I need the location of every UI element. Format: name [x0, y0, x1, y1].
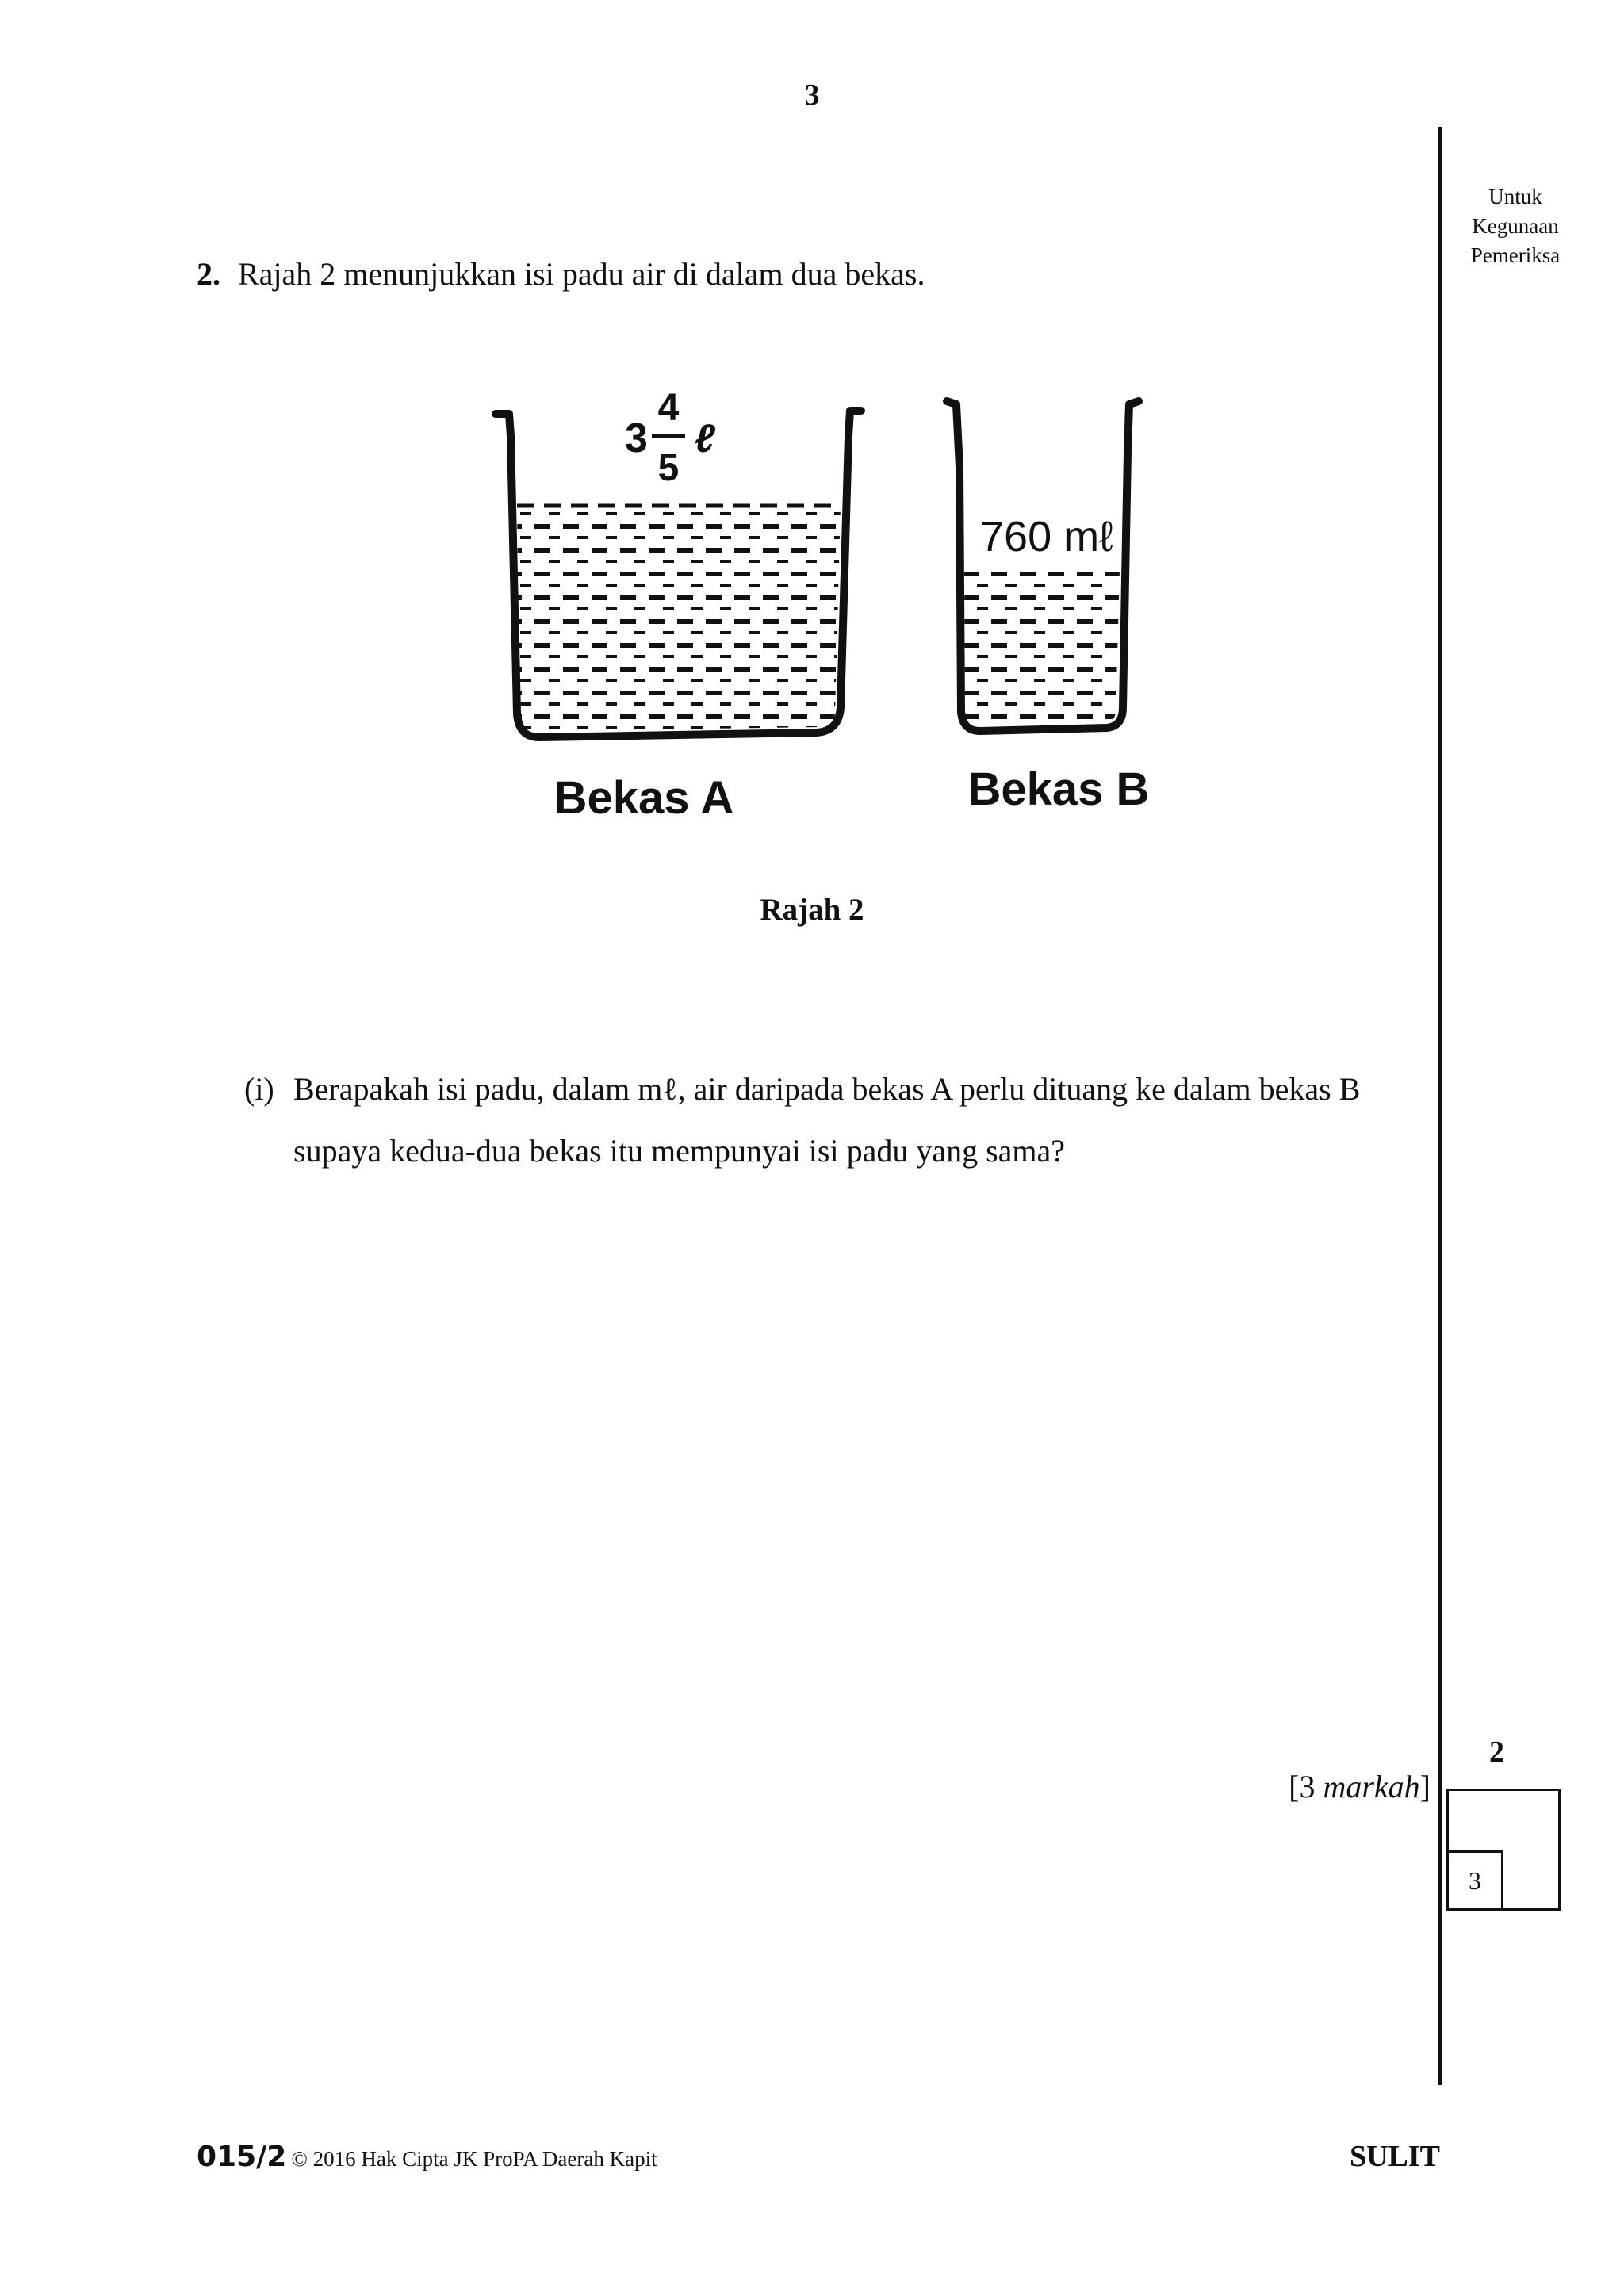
diagram-caption: Rajah 2 [760, 893, 864, 927]
score-box-max-marks: 3 [1446, 1850, 1503, 1911]
score-box-question-number: 2 [1489, 1735, 1504, 1769]
classification-label: SULIT [1349, 2140, 1440, 2173]
container-a-whole: 3 [625, 415, 648, 461]
examiner-label-line-1: Untuk [1488, 185, 1542, 209]
paper-code: 015/2 [197, 2141, 287, 2173]
examiner-label-line-3: Pemeriksa [1470, 243, 1561, 267]
container-a-denominator: 5 [657, 447, 680, 489]
page-number: 3 [804, 78, 820, 112]
container-a-numerator: 4 [657, 387, 680, 429]
copyright-notice: © 2016 Hak Cipta JK ProPA Daerah Kapit [291, 2147, 657, 2171]
examiner-label-line-2: Kegunaan [1472, 214, 1559, 238]
question-stem [197, 255, 925, 293]
examiner-use-label [1448, 182, 1583, 270]
question-part-i [244, 1058, 1434, 1182]
container-b [947, 401, 1149, 815]
container-a-water [517, 506, 841, 731]
examiner-margin-rule [1438, 127, 1442, 2085]
marks-allocation [1289, 1768, 1431, 1805]
diagram-containers [476, 373, 1174, 832]
marks-open: [3 [1289, 1769, 1323, 1804]
question-number: 2. [197, 256, 220, 292]
part-i-label: (i) [244, 1071, 274, 1107]
container-a-unit: ℓ [695, 416, 715, 461]
container-a-volume-label [625, 387, 716, 489]
part-i-line-1: Berapakah isi padu, dalam mℓ, air daripada bekas A perlu dituang ke dalam bekas B [293, 1071, 1361, 1107]
part-i-line-2: supaya kedua-dua bekas itu mempunyai isi padu yang sama? [293, 1133, 1066, 1169]
container-b-label: Bekas B [967, 763, 1150, 815]
container-a [496, 387, 861, 824]
footer-left [197, 2141, 657, 2173]
container-b-volume-label: 760 mℓ [980, 513, 1113, 561]
container-b-water [964, 569, 1120, 725]
question-text: Rajah 2 menunjukkan isi padu air di dalam dua bekas. [238, 256, 925, 292]
marks-close: ] [1419, 1769, 1431, 1804]
container-a-label: Bekas A [553, 772, 734, 824]
marks-word: markah [1323, 1769, 1420, 1804]
